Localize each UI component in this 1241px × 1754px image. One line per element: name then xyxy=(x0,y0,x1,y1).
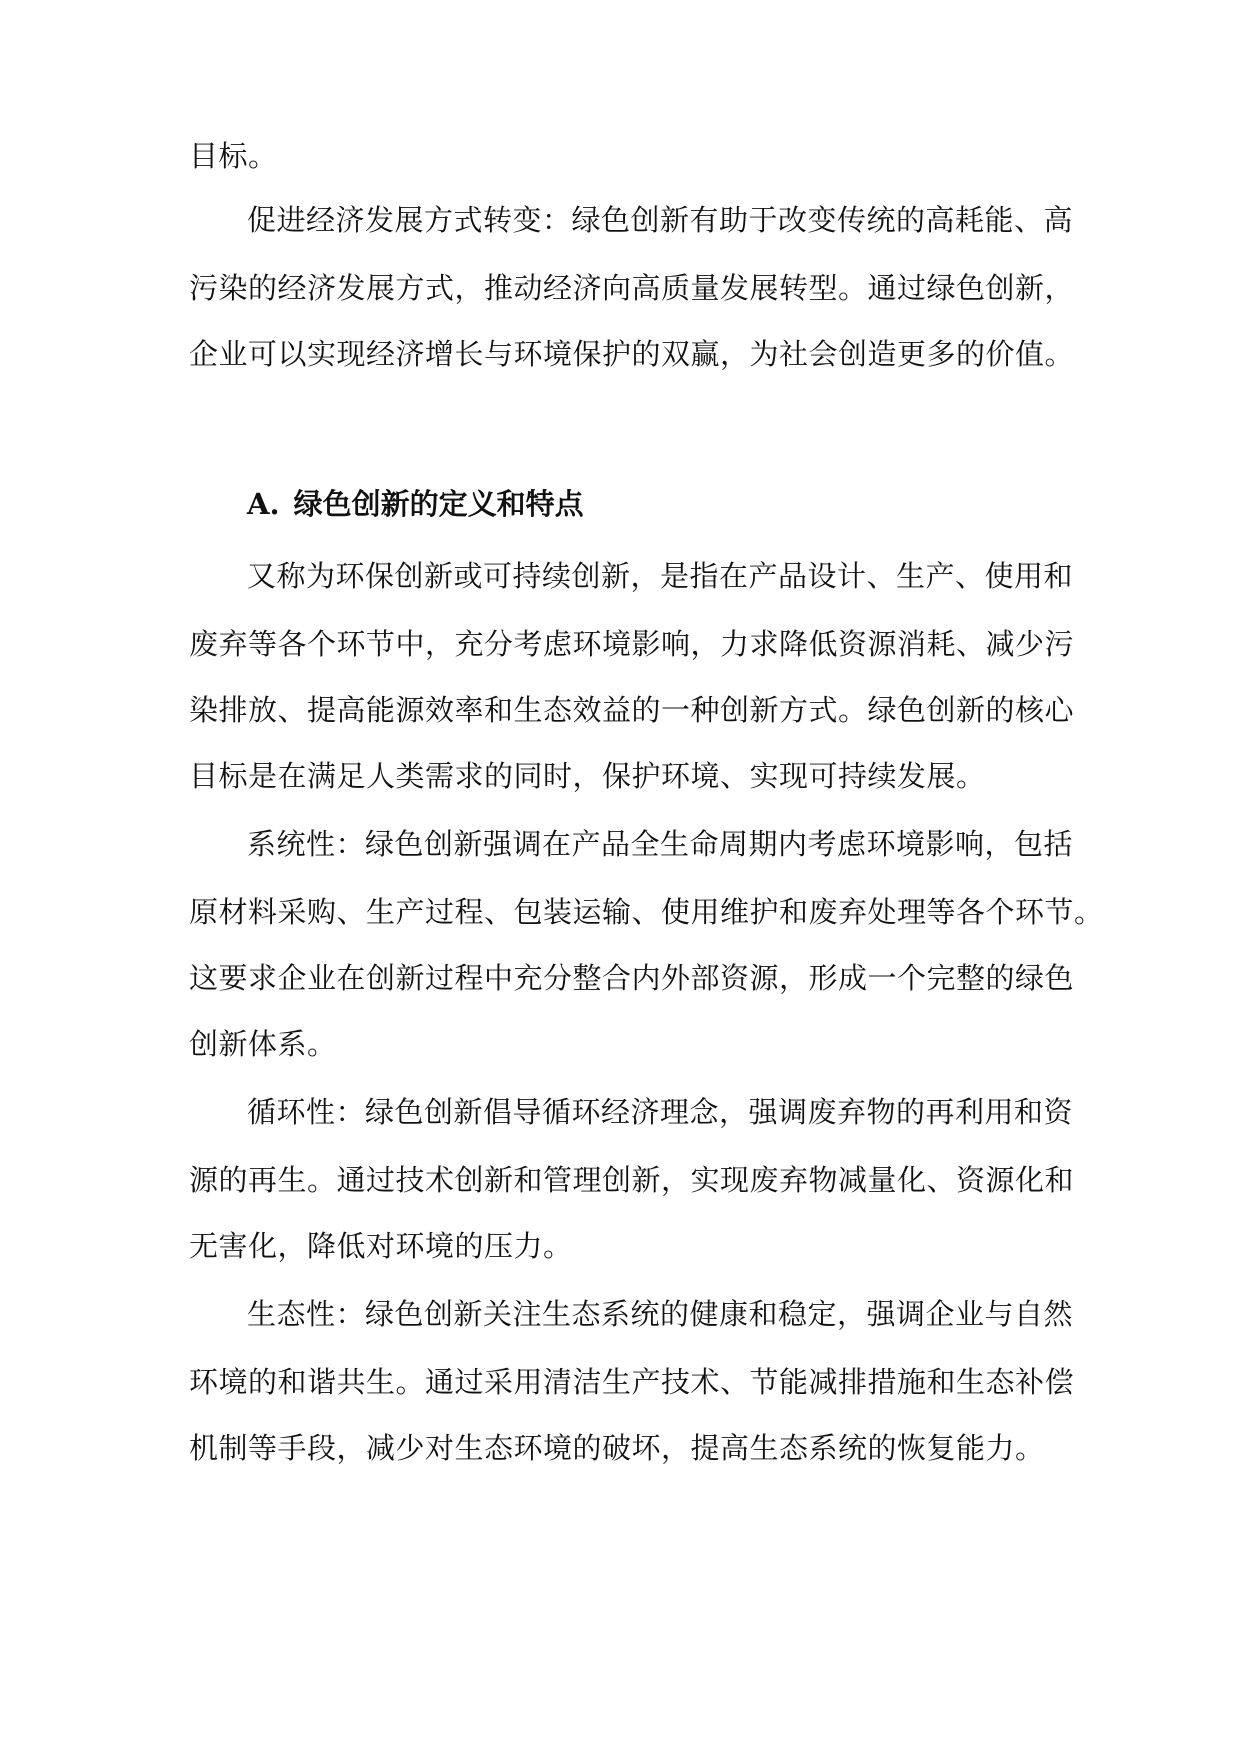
paragraph-line: 原材料采购、生产过程、包装运输、使用维护和废弃处理等各个环节。 xyxy=(189,895,1104,929)
paragraph-line: 这要求企业在创新过程中充分整合内外部资源，形成一个完整的绿色 xyxy=(189,961,1075,995)
paragraph-line: 机制等手段，减少对生态环境的破坏，提高生态系统的恢复能力。 xyxy=(189,1431,1045,1465)
paragraph-line: 无害化，降低对环境的压力。 xyxy=(189,1229,573,1263)
paragraph-line: 污染的经济发展方式，推动经济向高质量发展转型。通过绿色创新， xyxy=(189,271,1075,305)
paragraph-line: 循环性：绿色创新倡导循环经济理念，强调废弃物的再利用和资 xyxy=(247,1095,1074,1129)
paragraph-line: 染排放、提高能源效率和生态效益的一种创新方式。绿色创新的核心 xyxy=(189,693,1075,727)
paragraph-line: 企业可以实现经济增长与环境保护的双赢，为社会创造更多的价值。 xyxy=(189,337,1075,371)
paragraph-line: 废弃等各个环节中，充分考虑环境影响，力求降低资源消耗、减少污 xyxy=(189,627,1075,661)
paragraph-line: 系统性：绿色创新强调在产品全生命周期内考虑环境影响，包括 xyxy=(247,827,1074,861)
paragraph-line: 创新体系。 xyxy=(189,1027,337,1061)
paragraph-line: 生态性：绿色创新关注生态系统的健康和稳定，强调企业与自然 xyxy=(247,1297,1074,1331)
section-title: 绿色创新的定义和特点 xyxy=(293,487,584,521)
paragraph-line: 环境的和谐共生。通过采用清洁生产技术、节能减排措施和生态补偿 xyxy=(189,1365,1075,1399)
paragraph-line: 目标是在满足人类需求的同时，保护环境、实现可持续发展。 xyxy=(189,759,986,793)
section-heading xyxy=(247,484,584,524)
paragraph-line: 目标。 xyxy=(189,139,278,173)
paragraph-line: 又称为环保创新或可持续创新，是指在产品设计、生产、使用和 xyxy=(247,559,1074,593)
paragraph-line: 促进经济发展方式转变：绿色创新有助于改变传统的高耗能、高 xyxy=(247,203,1074,237)
section-number: A. xyxy=(247,487,280,521)
paragraph-line: 源的再生。通过技术创新和管理创新，实现废弃物减量化、资源化和 xyxy=(189,1163,1075,1197)
